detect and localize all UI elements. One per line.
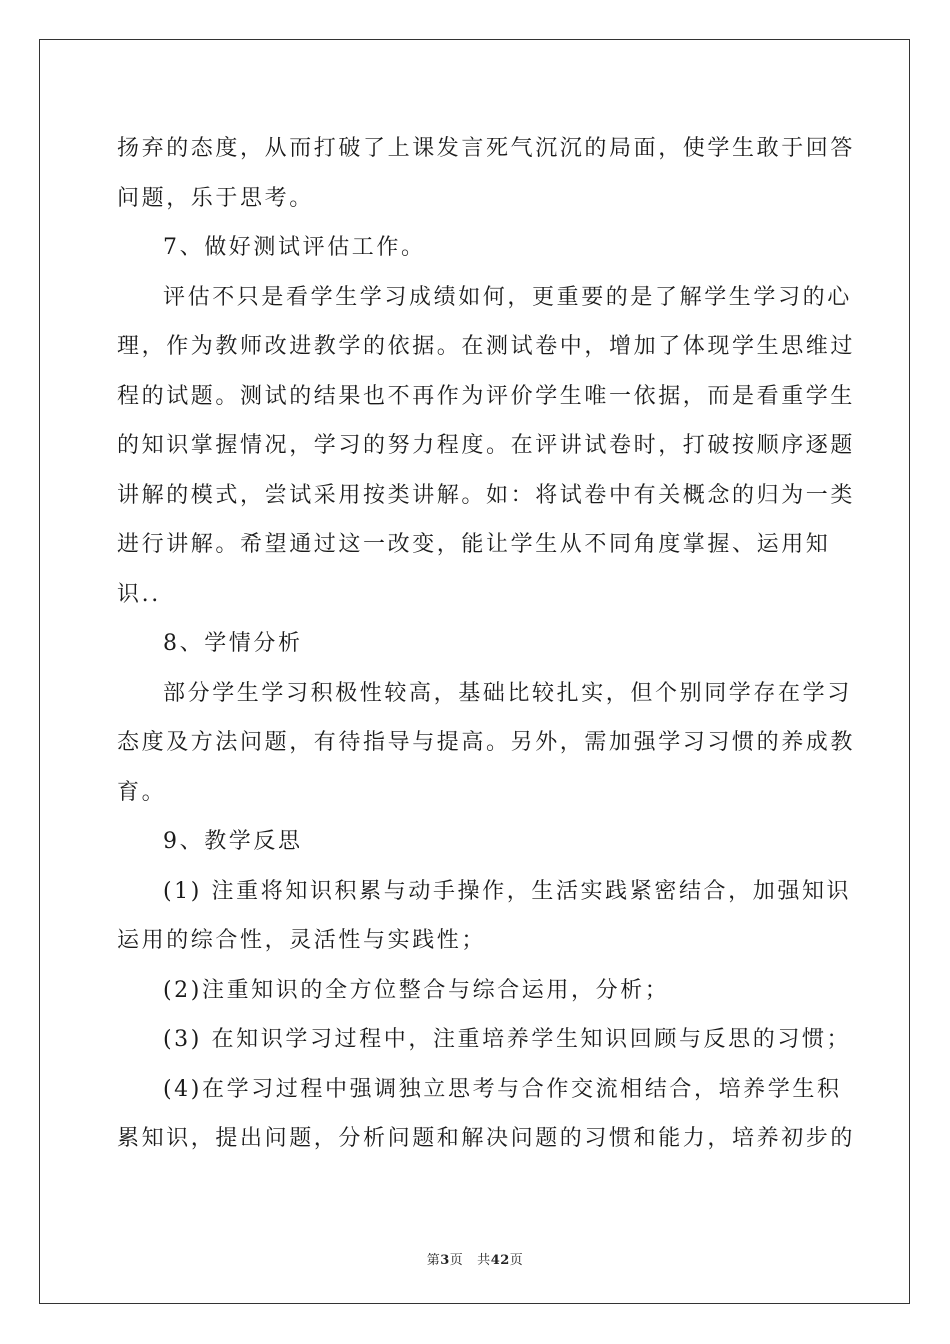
- text-line: 程的试题。测试的结果也不再作为评价学生唯一依据，而是看重学生: [117, 383, 856, 409]
- list-item: (1) 注重将知识积累与动手操作，生活实践紧密结合，加强知识: [163, 878, 852, 904]
- text-line: 的知识掌握情况，学习的努力程度。在评讲试卷时，打破按顺序逐题: [117, 433, 856, 458]
- footer-page-suffix: 页: [449, 1253, 464, 1268]
- text-line: 育。: [117, 779, 167, 805]
- text-line: 理，作为教师改进教学的依据。在测试卷中，增加了体现学生思维过: [117, 334, 856, 359]
- section-heading: 8、学情分析: [163, 631, 303, 656]
- text-line: 评估不只是看学生学习成绩如何，更重要的是了解学生学习的心: [163, 284, 852, 310]
- list-item: (2)注重知识的全方位整合与综合运用，分析；: [163, 977, 670, 1003]
- list-item: (4)在学习过程中强调独立思考与合作交流相结合，培养学生积: [163, 1076, 842, 1102]
- footer-prefix: 第: [426, 1253, 441, 1268]
- text-line: 问题，乐于思考。: [117, 185, 314, 211]
- text-line: 识..: [117, 581, 161, 607]
- page-footer: [0, 1249, 950, 1268]
- text-line: 进行讲解。希望通过这一改变，能让学生从不同角度掌握、运用知: [117, 532, 831, 557]
- text-line: 运用的综合性，灵活性与实践性；: [117, 928, 487, 953]
- text-line: 扬弃的态度，从而打破了上课发言死气沉沉的局面，使学生敢于回答: [117, 136, 856, 161]
- section-heading: 9、教学反思: [163, 829, 303, 854]
- document-body: [117, 124, 856, 1164]
- list-item: (3) 在知识学习过程中，注重培养学生知识回顾与反思的习惯；: [163, 1027, 852, 1052]
- text-line: 讲解的模式，尝试采用按类讲解。如：将试卷中有关概念的归为一类: [117, 482, 856, 508]
- text-line: 态度及方法问题，有待指导与提高。另外，需加强学习习惯的养成教: [117, 730, 856, 755]
- section-heading: 7、做好测试评估工作。: [163, 235, 426, 260]
- footer-page-number: 3: [440, 1253, 450, 1268]
- footer-total-pages: 42: [490, 1253, 510, 1268]
- text-line: 部分学生学习积极性较高，基础比较扎实，但个别同学存在学习: [163, 680, 852, 706]
- footer-total-prefix: 共: [477, 1253, 491, 1268]
- text-line: 累知识，提出问题，分析问题和解决问题的习惯和能力，培养初步的: [117, 1126, 856, 1151]
- footer-total-suffix: 页: [509, 1253, 524, 1268]
